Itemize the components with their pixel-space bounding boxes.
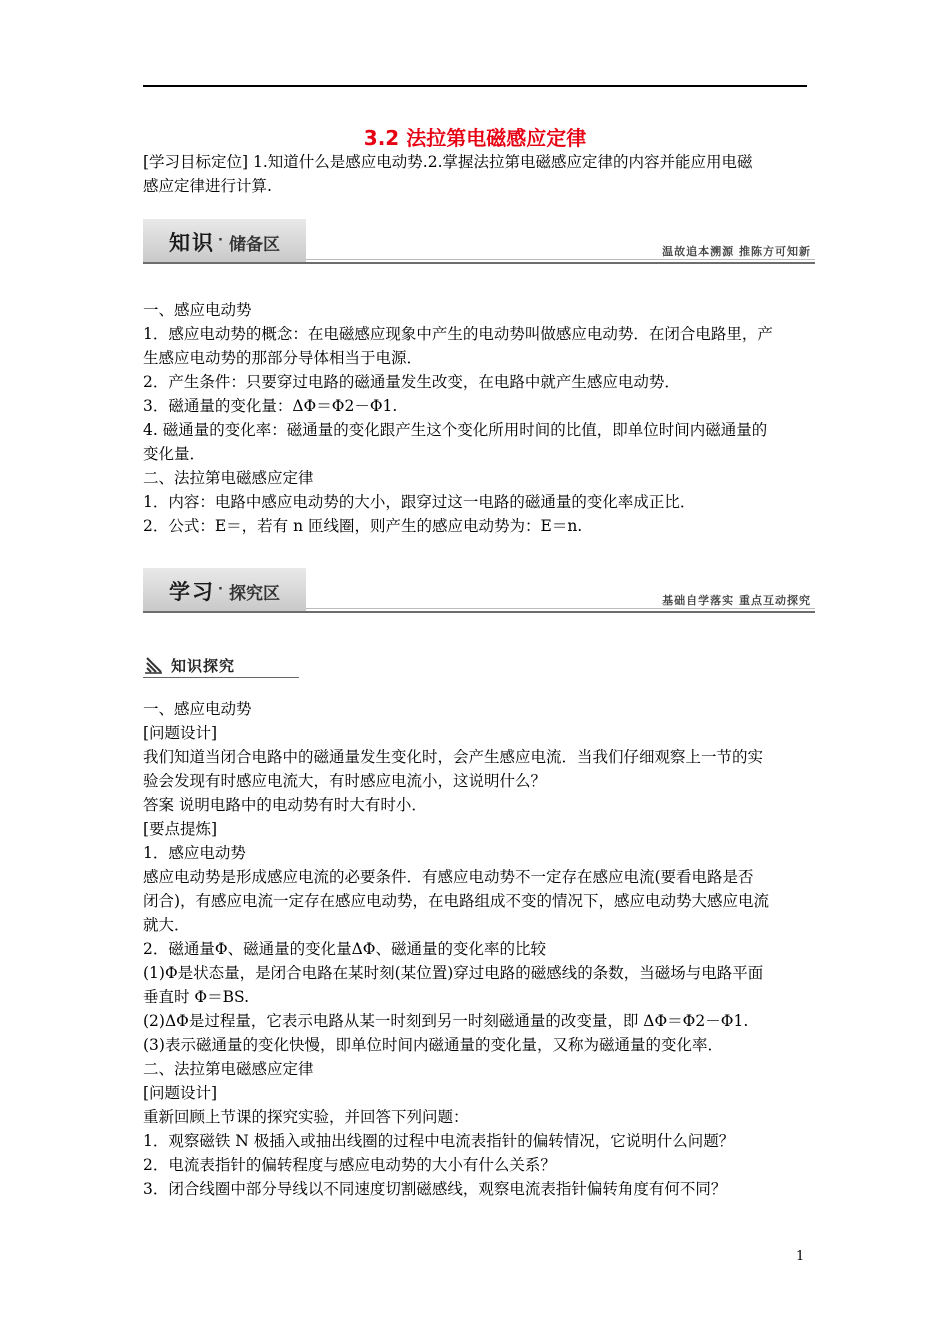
- knowledge-explore-heading: [143, 654, 299, 678]
- objective-line: 感应定律进行计算.: [143, 177, 272, 195]
- text-line: 重新回顾上节课的探究实验，并回答下列问题：: [143, 1108, 469, 1126]
- objective-line: [学习目标定位] 1.知道什么是感应电动势.2.掌握法拉第电磁感应定律的内容并能应用电磁: [143, 153, 753, 171]
- text-line: 1．观察磁铁 N 极插入或抽出线圈的过程中电流表指针的偏转情况，它说明什么问题？: [143, 1132, 735, 1150]
- text-line: 2．电流表指针的偏转程度与感应电动势的大小有什么关系？: [143, 1156, 556, 1174]
- study-explore-banner: [143, 568, 815, 616]
- banner-rule: [143, 262, 815, 264]
- text-line: 答案 说明电路中的电动势有时大有时小．: [143, 796, 427, 814]
- text-line: (2)ΔΦ是过程量，它表示电路从某一时刻到另一时刻磁通量的改变量，即 ΔΦ＝Φ2－Φ1.: [143, 1012, 749, 1030]
- text-line: [要点提炼]: [143, 820, 218, 838]
- banner-dot: ·: [218, 233, 223, 248]
- subheading-underline: [143, 677, 299, 678]
- text-line: (3)表示磁通量的变化快慢，即单位时间内磁通量的变化量，又称为磁通量的变化率．: [143, 1036, 723, 1054]
- text-line: 一、感应电动势: [143, 301, 252, 319]
- text-line: 二、法拉第电磁感应定律: [143, 1060, 314, 1078]
- banner-rule: [143, 611, 815, 613]
- text-line: 垂直时 Φ＝BS.: [143, 988, 250, 1006]
- text-line: 2．产生条件：只要穿过电路的磁通量发生改变，在电路中就产生感应电动势．: [143, 373, 680, 391]
- text-line: 2．公式：E＝，若有 n 匝线圈，则产生的感应电动势为：E＝n.: [143, 517, 583, 535]
- banner-thin-rule: [306, 608, 815, 609]
- knowledge-reserve-banner: [143, 219, 815, 267]
- banner-heading: 学习: [169, 580, 215, 604]
- section-study-explore: [143, 697, 811, 1201]
- text-line: [问题设计]: [143, 724, 218, 742]
- text-line: [问题设计]: [143, 1084, 218, 1102]
- banner-tab: [143, 219, 306, 262]
- text-line: 2．磁通量Φ、磁通量的变化量ΔΦ、磁通量的变化率的比较: [143, 940, 546, 958]
- banner-motto: 基础自学落实 重点互动探究: [662, 594, 811, 607]
- banner-subheading: 探究区: [229, 584, 280, 604]
- section-knowledge-reserve: [143, 298, 811, 538]
- page-number: 1: [796, 1249, 805, 1264]
- text-line: 3．磁通量的变化量：ΔΦ＝Φ2－Φ1.: [143, 397, 398, 415]
- text-line: 变化量．: [143, 445, 206, 463]
- text-line: 4. 磁通量的变化率：磁通量的变化跟产生这个变化所用时间的比值，即单位时间内磁通量的: [143, 421, 768, 439]
- text-line: 1．内容：电路中感应电动势的大小，跟穿过这一电路的磁通量的变化率成正比．: [143, 493, 696, 511]
- text-line: 3．闭合线圈中部分导线以不同速度切割磁感线，观察电流表指针偏转角度有何不同？: [143, 1180, 727, 1198]
- subheading-label: 知识探究: [171, 657, 236, 675]
- page-title: 3.2 法拉第电磁感应定律: [363, 126, 587, 150]
- text-line: 生感应电动势的那部分导体相当于电源．: [143, 349, 423, 367]
- text-line: 我们知道当闭合电路中的磁通量发生变化时，会产生感应电流．当我们仔细观察上一节的实: [143, 748, 764, 766]
- banner-heading: 知识: [169, 231, 215, 255]
- text-line: 感应电动势是形成感应电流的必要条件．有感应电动势不一定存在感应电流(要看电路是否: [143, 868, 754, 886]
- banner-subheading: 储备区: [229, 235, 280, 255]
- banner-motto: 温故追本溯源 推陈方可知新: [662, 245, 811, 258]
- text-line: 1．感应电动势: [143, 844, 246, 862]
- banner-thin-rule: [306, 259, 815, 260]
- text-line: 验会发现有时感应电流大，有时感应电流小，这说明什么？: [143, 772, 547, 790]
- text-line: 1．感应电动势的概念：在电磁感应现象中产生的电动势叫做感应电动势．在闭合电路里，产: [143, 325, 773, 343]
- text-line: (1)Φ是状态量，是闭合电路在某时刻(某位置)穿过电路的磁感线的条数，当磁场与电路平面: [143, 964, 764, 982]
- banner-dot: ·: [218, 582, 223, 597]
- diagonal-marker-icon: [145, 656, 163, 678]
- text-line: 二、法拉第电磁感应定律: [143, 469, 314, 487]
- text-line: 一、感应电动势: [143, 700, 252, 718]
- banner-tab: [143, 568, 306, 611]
- text-line: 闭合)，有感应电流一定存在感应电动势，在电路组成不变的情况下，感应电动势大感应电流: [143, 892, 770, 910]
- learning-objectives: [143, 150, 811, 198]
- header-rule: [143, 85, 807, 87]
- text-line: 就大．: [143, 916, 190, 934]
